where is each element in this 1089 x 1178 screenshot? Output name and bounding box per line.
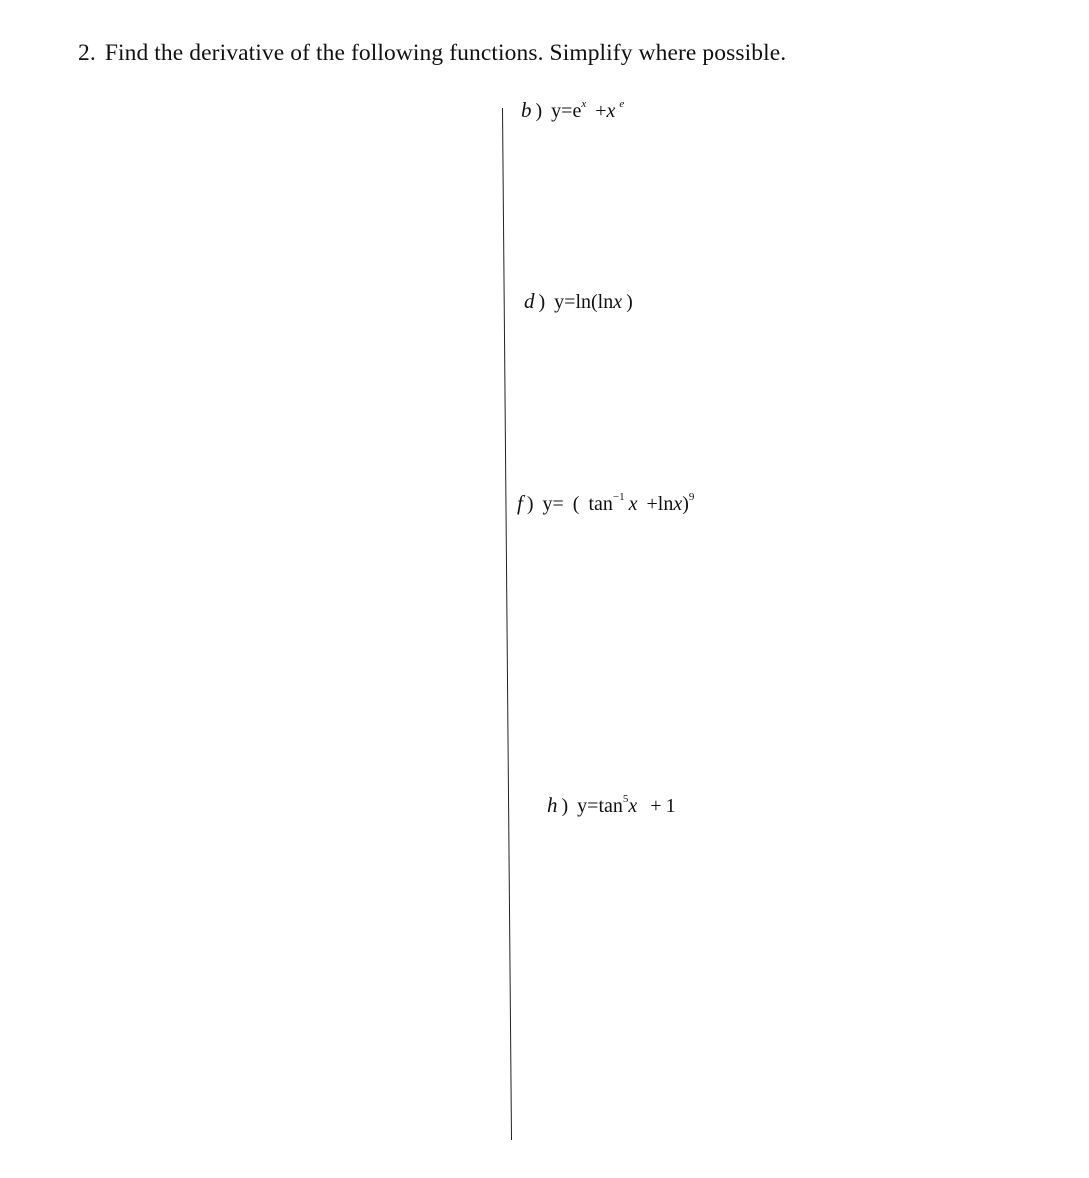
problem-d-arg: x: [613, 291, 623, 313]
problem-h-arg: x: [628, 795, 638, 817]
question-heading: [78, 40, 786, 67]
problem-f-arg1: x: [628, 493, 638, 515]
problem-h-lhs: y: [577, 795, 588, 817]
problem-b-base2: x: [606, 100, 616, 122]
problem-h-paren: ): [561, 795, 569, 817]
problem-h-equals: =: [587, 795, 599, 817]
problem-f-func1-exp: −1: [612, 491, 625, 503]
problem-f-func1: tan: [588, 493, 613, 515]
problem-f-paren: ): [526, 493, 534, 515]
problem-f-plus: +: [646, 493, 658, 515]
problem-h-constant: 1: [665, 795, 676, 817]
problem-d-equals: =: [564, 291, 576, 313]
problem-h-letter: h: [547, 793, 558, 817]
problem-d-paren: ): [538, 291, 546, 313]
problem-f-arg2: x: [673, 493, 683, 515]
problem-b: [521, 100, 624, 121]
problem-h: [547, 795, 676, 816]
problem-b-exp2: e: [619, 98, 625, 110]
problem-d-lhs: y: [554, 291, 565, 313]
problem-b-plus: +: [595, 100, 607, 122]
problem-d-close: ): [626, 291, 633, 313]
problem-f-lhs: y: [542, 493, 553, 515]
problem-h-func: tan: [598, 795, 623, 817]
problem-d-func: ln(ln: [575, 291, 614, 313]
problem-h-func-exp: 5: [622, 793, 629, 805]
question-instruction: Find the derivative of the following functions. Simplify where possible.: [104, 40, 787, 66]
column-divider: [502, 108, 512, 1140]
problem-f-open: (: [572, 493, 580, 515]
problem-f-equals: =: [552, 493, 564, 515]
question-number: 2.: [78, 40, 96, 66]
problem-f-func2: ln: [657, 493, 674, 515]
problem-b-lhs: y: [551, 100, 562, 122]
problem-f-outer-exp: 9: [688, 491, 695, 503]
problem-f-close: ): [682, 493, 689, 515]
problem-d: [524, 291, 633, 312]
problem-b-paren: ): [535, 100, 543, 122]
problem-b-equals: =: [561, 100, 573, 122]
problem-h-plus: +: [650, 795, 662, 817]
problem-b-letter: b: [521, 98, 532, 122]
problem-b-base1: e: [572, 100, 582, 122]
problem-b-exp1: x: [581, 98, 587, 110]
problem-f: [517, 493, 694, 514]
problem-f-letter: f: [517, 491, 523, 515]
problem-d-letter: d: [524, 289, 535, 313]
